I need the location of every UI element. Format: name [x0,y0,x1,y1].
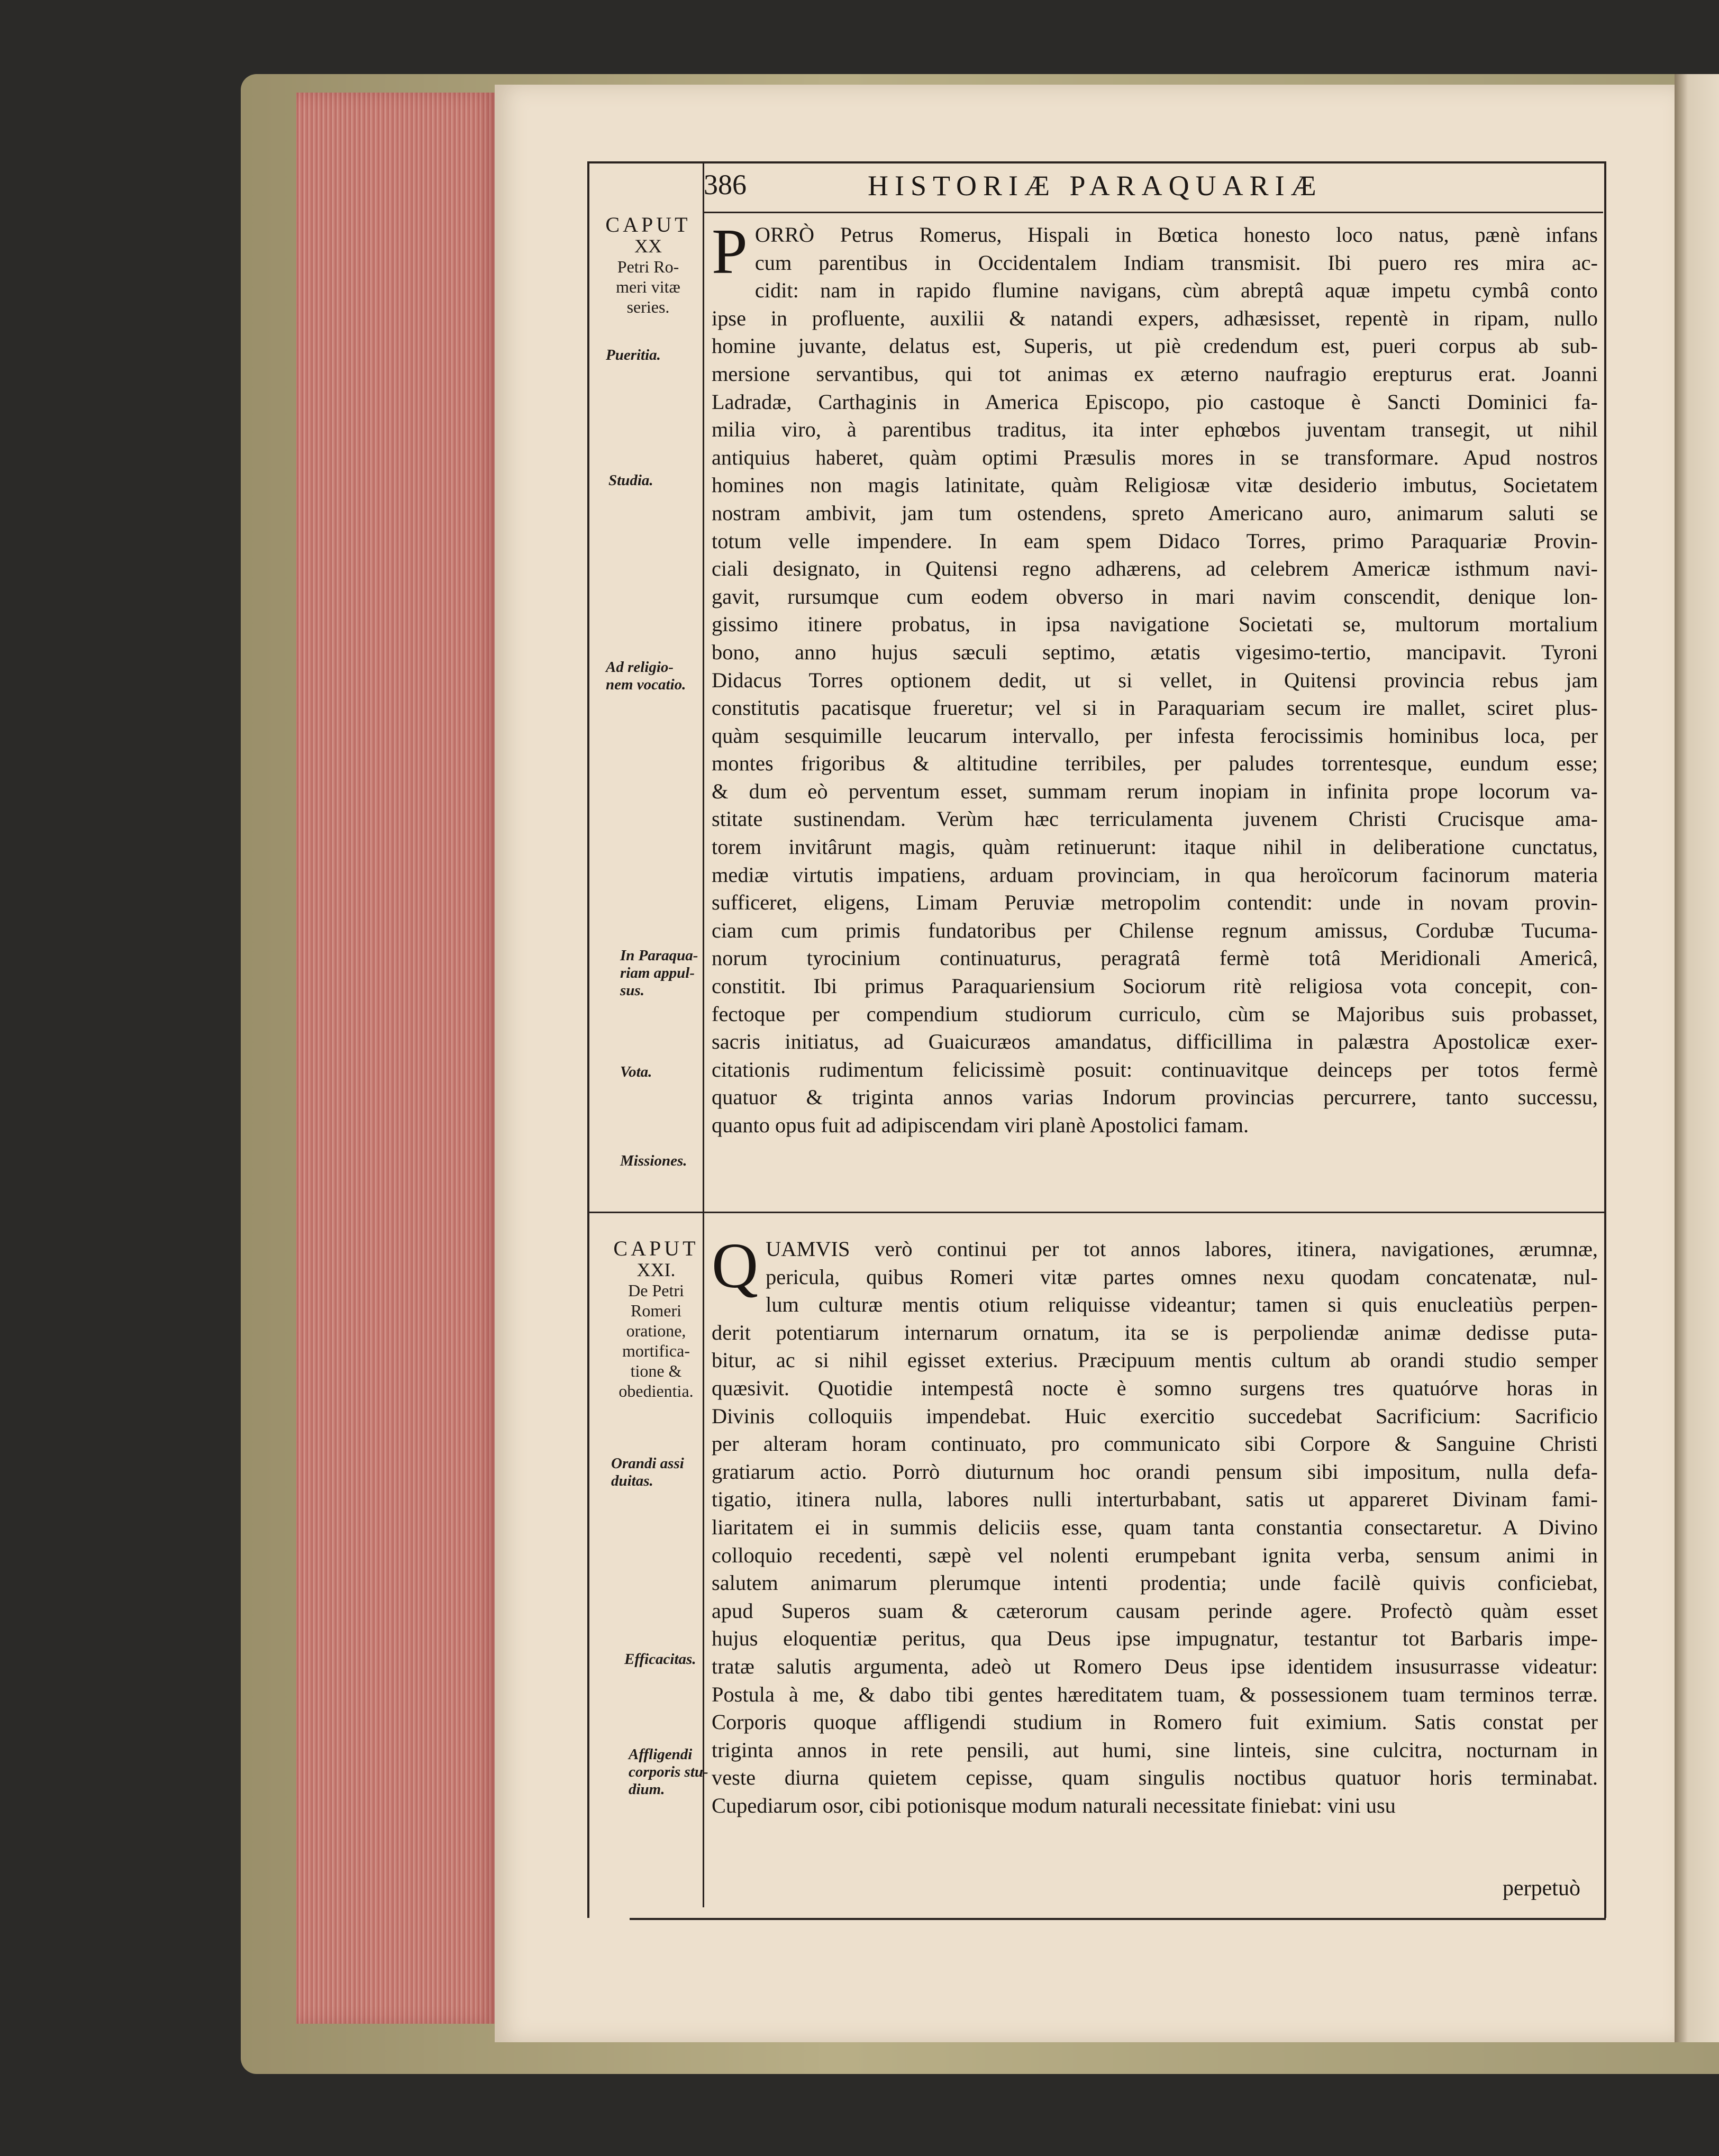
text-line: nostram ambivit, jam tum ostendens, spreto Americano auro, animarum saluti se [712,501,1598,525]
text-line: lum culturæ mentis otium reliquisse videantur; tamen si quis enucleatiùs perpen- [766,1293,1598,1317]
text-line: Postula à me, & dabo tibi gentes hæreditatem tuam, & possessionem tuam terminos terræ. [712,1682,1598,1706]
text-line: triginta annos in rete pensili, aut humi, sine linteis, sine culcitra, nocturnam in [712,1737,1598,1762]
margin-note-line: dium. [629,1781,665,1798]
chapter-description-line: Petri Ro- [617,257,679,276]
facing-page-edge [1675,74,1719,2042]
text-line: stitate sustinendam. Verùm hæc terriculamenta juvenem Christi Crucisque ama- [712,807,1598,831]
text-line: UAMVIS verò continui per tot annos labores, itinera, navigationes, ærumnæ, [766,1237,1598,1261]
margin-note-affligendi [629,1746,708,1798]
text-line: Divinis colloquiis impendebat. Huic exercitio succedebat Sacrificium: Sacrificio [712,1404,1598,1428]
text-line: mediæ virtutis impatiens, arduam provinciam, in qua heroïcorum facinorum materia [712,862,1598,887]
text-line: per alteram horam continuato, pro communicato sibi Corpore & Sanguine Christi [712,1432,1598,1456]
text-line: sacris initiatus, ad Guaicuræos amandatus, difficillima in palæstra Apostolicæ exer- [712,1030,1598,1054]
page-fore-edge [296,93,497,2024]
text-line: & dum eò perventum esset, summam rerum inopiam in infinita prope locorum va- [712,779,1598,803]
text-line: tratæ salutis argumenta, adeò ut Romero Deus ipse identidem insusurrasse videatur: [712,1654,1598,1678]
margin-note-orandi [611,1455,684,1490]
text-line: quanto opus fuit ad adipiscendam viri planè Apostolici famam. [712,1113,1249,1137]
margin-note-missiones: Missiones. [620,1152,687,1169]
paragraph-chapter-20 [712,216,1598,1140]
catchword: perpetuò [1503,1876,1580,1900]
margin-divider-rule [703,161,704,1907]
frame-top-rule [587,161,1606,163]
margin-note-pueritia: Pueritia. [606,347,661,363]
margin-note-line: In Paraqua- [620,947,698,964]
page-header [704,168,1603,211]
margin-note-efficacitas: Efficacitas. [624,1651,696,1668]
margin-note-line: nem vocatio. [606,676,686,693]
text-line: milia viro, à parentibus traditus, ita inter ephœbos juventam transegit, ut nihil [712,417,1598,442]
text-line: Didacus Torres optionem dedit, ut si vellet, in Quitensi provincia rebus jam [712,668,1598,692]
text-line: norum tyrocinium continuaturus, peragratâ fermè totâ Meridionali Americâ, [712,946,1598,970]
text-line: derit potentiarum internarum ornatum, ita se is perpoliendæ animæ dedisse puta- [712,1320,1598,1344]
chapter-number: XXI. [636,1259,676,1280]
margin-note-line: corporis stu- [629,1763,708,1780]
text-line: ciam cum primis fundatoribus per Chilense regnum amissus, Cordubæ Tucuma- [712,918,1598,942]
text-line: hujus eloquentiæ peritus, qua Deus ipse impugnatur, testantur tot Barbaris impe- [712,1626,1598,1651]
text-line: ipse in profluente, auxilii & natandi expers, adhæsisset, repentè in ripam, nullo [712,306,1598,330]
text-line: totum velle impendere. In eam spem Didaco Torres, primo Paraquariæ Provin- [712,529,1598,553]
margin-note-line: Orandi assi [611,1455,684,1472]
text-line: Corporis quoque affligendi studium in Romero fuit eximium. Satis constat per [712,1710,1598,1734]
text-line: gratiarum actio. Porrò diuturnum hoc orandi pensum sibi impositum, nulla defa- [712,1459,1598,1484]
text-line: pericula, quibus Romeri vitæ partes omnes nexu quodam concatenatæ, nul- [766,1265,1598,1289]
section-divider-rule [587,1212,1606,1213]
chapter-description-line: De Petri [628,1281,684,1300]
margin-note-appulsus [620,947,698,999]
text-line: quàm sesquimille leucarum intervallo, per infesta ferocissimis hominibus loca, per [712,723,1598,748]
text-line: torem invitârunt magis, quàm retinuerunt: itaque nihil in deliberatione cunctatus, [712,835,1598,859]
chapter-description-line: mortifica- [622,1341,690,1360]
chapter-description-line: oratione, [626,1321,686,1340]
text-line: bono, anno hujus sæculi septimo, ætatis vigesimo-tertio, mancipavit. Tyroni [712,640,1598,664]
text-line: constitutis pacatisque frueretur; vel si in Paraquariam secum ire mallet, sciret plus- [712,696,1598,720]
chapter-description-line: meri vitæ [616,277,680,296]
text-line: gavit, rursumque cum eodem obverso in mari navim conscendit, denique lon- [712,584,1598,608]
margin-note-line: Ad religio- [606,659,674,676]
chapter-description-line: tione & [630,1361,682,1380]
header-underline [704,212,1603,213]
text-line: montes frigoribus & altitudine terribiles, per paludes torrentesque, eundum esse; [712,751,1598,776]
chapter-label: CAPUT [605,213,691,236]
page-number: 386 [704,169,747,201]
text-line: apud Superos suam & cæterorum causam perinde agere. Profectò quàm esset [712,1598,1598,1623]
text-line: cum parentibus in Occidentalem Indiam transmisit. Ibi puero res mira ac- [754,250,1598,275]
text-line: cidit: nam in rapido flumine navigans, cùm abreptâ aquæ impetu cymbâ conto [754,278,1598,303]
chapter-description-line: obedientia. [619,1381,694,1400]
chapter-description-line: Romeri [631,1301,681,1320]
text-line: antiquius haberet, quàm optimi Præsulis mores in se transformare. Apud nostros [712,445,1598,469]
running-title: HISTORIÆ PARAQUARIÆ [868,170,1323,202]
margin-note-line: duitas. [611,1472,653,1489]
margin-note-line: sus. [620,982,644,999]
chapter-description-line: series. [626,297,670,316]
text-line: Ladradæ, Carthaginis in America Episcopo, pio castoque è Sancti Dominici fa- [712,389,1598,414]
frame-right-rule [1604,161,1606,1918]
text-line: mersione servantibus, qui tot animas ex æterno naufragio erepturus erat. Joanni [712,361,1598,386]
text-line: sufficeret, eligens, Limam Peruviæ metropolim contendit: unde in novam provin- [712,890,1598,915]
text-line: constitit. Ibi primus Paraquariensium Sociorum ritè religiosa vota concepit, con- [712,974,1598,998]
text-line: homines non magis latinitate, quàm Religiosæ vitæ desiderio imbutus, Societatem [712,473,1598,497]
text-line: ORRÒ Petrus Romerus, Hispali in Bœtica honesto loco natus, pænè infans [754,223,1598,247]
text-line: quatuor & triginta annos varias Indorum provincias percurrere, tanto successu, [712,1085,1598,1109]
text-line: bitur, ac si nihil egisset exterius. Præcipuum mentis cultum ab orandi studio semper [712,1348,1598,1372]
drop-cap-initial: Q [712,1230,759,1302]
margin-note-vocatio [606,659,686,694]
text-line: Cupediarum osor, cibi potionisque modum naturali necessitate finiebat: vini usu [712,1793,1396,1817]
drop-cap-initial: P [712,216,748,287]
chapter-label: CAPUT [613,1236,699,1260]
margin-note-studia: Studia. [608,472,653,489]
margin-note-line: Affligendi [629,1746,693,1763]
text-line: homine juvante, delatus est, Superis, ut piè credendum est, pueri corpus ab sub- [712,334,1598,358]
text-line: fectoque per compendium studiorum curriculo, cùm se Majoribus suis probasset, [712,1002,1598,1026]
margin-note-line: riam appul- [620,965,695,981]
chapter-number: XX [634,235,662,257]
text-line: ciali designato, in Quitensi regno adhærens, ad celebrem Americæ isthmum navi- [712,557,1598,581]
text-line: tigatio, itinera nulla, labores nulli interturbabant, satis ut appareret Divinam fami- [712,1487,1598,1512]
text-line: gissimo itinere probatus, in ipsa navigatione Societati se, multorum mortalium [712,612,1598,636]
paragraph-chapter-21 [712,1230,1598,1820]
chapter-20-heading [603,214,693,317]
chapter-21-heading [603,1238,709,1401]
text-line: liaritatem ei in summis deliciis esse, quam tanta constantia consectaretur. A Divino [712,1515,1598,1539]
frame-left-rule [587,161,589,1918]
text-line: citationis rudimentum felicissimè posuit: continuavitque deinceps per totos fermè [712,1057,1598,1081]
text-line: veste diurna quietem cepisse, quam singulis noctibus quatuor horis terminabat. [712,1766,1598,1790]
text-line: colloquio recedenti, sæpè vel nolenti erumpebant ignita verba, sensum animi in [712,1543,1598,1567]
text-line: quæsivit. Quotidie intempestâ nocte è somno surgens tres quatuórve horas in [712,1376,1598,1400]
text-line: salutem animarum plerumque intenti prodentia; unde facilè quivis conficiebat, [712,1571,1598,1595]
frame-bottom-rule [630,1918,1606,1920]
margin-note-vota: Vota. [620,1063,652,1080]
